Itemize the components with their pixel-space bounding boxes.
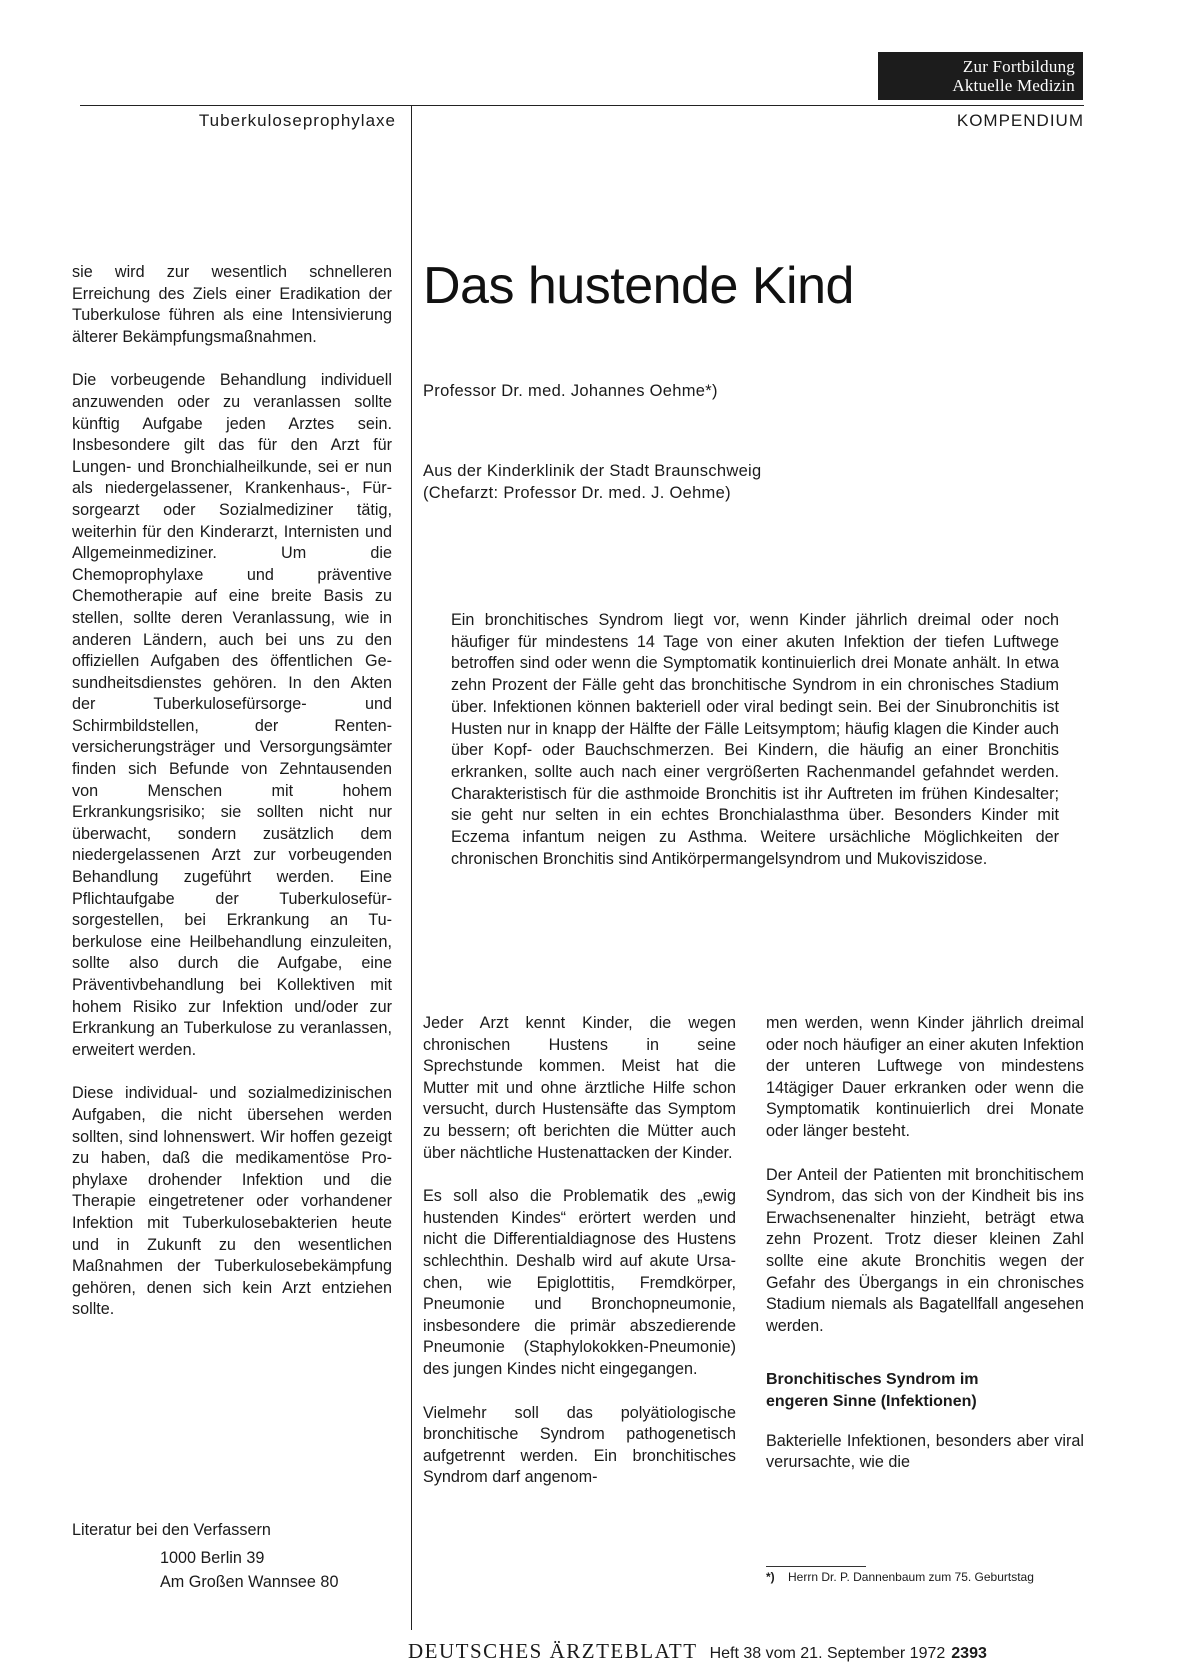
header-rule [80,105,1084,106]
article-abstract: Ein bronchitisches Syndrom liegt vor, wenn Kinder jährlich dreimal oder noch häufiger für mindestens 14 Tage von einer akuten Infektion der tiefen Luftwege betroffen sind oder wenn die Symptomatik kontinuierlich drei Monate anhält. In etwa zehn Prozent der Fälle geht das bronchitische Syndrom in ein chronisches Stadium über. Infektionen können bakteriell oder viral bedingt sein. Bei der Sinubronchitis ist Husten nur in knapp der Hälfte der Fälle Leitsymptom; häufig klagen die Kinder auch über Kopf- oder Bauchschmerzen. Bei Kindern, die häufig an einer Bronchitis erkranken, sollte auch nach einer vergrößerten Rachenmandel gefahndet werden. Charakteristisch für die asthmoide Bronchitis ist ihr Auftreten im frühen Kindesalter; sie geht nur selten in ein echtes Bronchialasthma über. Besonders Kinder mit Eczema infantum neigen zu Asthma. Weitere ursächliche Möglichkeiten der chronischen Bronchitis sind Antikörpermangelsyndrom und Mukoviszidose. [451,611,1059,868]
middle-paragraph: Es soll also die Problematik des „ewig hustenden Kindes“ erörtert werden und nicht die Differentialdiagnose des Hustens schlechthin. Deshalb wird auf akute Ursachen, wie Epiglottitis, Fremdkörper, Pneumonie und Bronchopneumonie, insbesondere die primär abszedierende Pneumonie (Staphylokokken-Pneumonie) des jungen Kindes nicht eingegangen. [423,1187,736,1378]
page-footer [408,1639,1084,1664]
left-paragraph: Die vorbeugende Behandlung individuell anzuwenden oder zu veranlassen sollte künftig Aufgabe jeden Arztes sein. Insbesondere gilt das für den Arzt für Lungen- und Bronchialheilkunde, sei er nun als niedergelassener, Krankenhaus-, Fürsorgearzt oder Sozialmediziner tätig, weiterhin für den Kinderarzt, Internisten und Allgemeinmediziner. Um die Chemoprophylaxe und präventive Chemotherapie auf eine breite Basis zu stellen, sollte deren Veranlassung, wie in anderen Ländern, auch bei uns zu den offiziellen Aufgaben des öffentlichen Gesundheitsdienstes gehören. In den Akten der Tuberkulosefürsorge- und Schirmbildstellen, der Rentenversicherungsträger und Versorgungsämter finden sich Befunde von Zehntausenden von Menschen mit hohem Erkrankungsrisiko; sie sollten nicht nur überwacht, sondern zusätzlich dem niedergelassenen Arzt zur vorbeugenden Behandlung zugeführt werden. Eine Pflichtaufgabe der Tuberkulosefürsorgestellen, bei Erkrankung an Tuberkulose eine Heilbehandlung einzuleiten, sollte also durch die Aufgabe, eine Präventivbehandlung bei Kollektiven mit hohem Risiko zur Infektion und/oder zur Erkrankung an Tuberkulose zu veranlassen, erweitert werden. [72,371,392,1059]
column-divider [411,105,412,1630]
footnote-mark: *) [766,1570,775,1584]
badge-line-2: Aktuelle Medizin [952,76,1075,95]
footnote [766,1570,1084,1584]
section-heading [766,1369,1084,1412]
section-heading-line-1: Bronchitisches Syndrom im [766,1371,979,1389]
right-paragraph: Bakterielle Infektionen, besonders aber viral verursachte, wie die [766,1431,1084,1472]
middle-column [423,1013,736,1511]
affiliation-line-2: (Chefarzt: Professor Dr. med. J. Oehme) [423,484,731,502]
middle-paragraph: Vielmehr soll das polyätiologische bronchitische Syndrom pathogenetisch aufgetrennt werden. Ein bronchitisches Syndrom darf angenom- [423,1403,736,1487]
issue-info: Heft 38 vom 21. September 1972 [709,1645,946,1662]
address-line-2: Am Großen Wannsee 80 [160,1573,339,1591]
section-badge [878,52,1083,100]
middle-paragraph: Jeder Arzt kennt Kinder, die wegen chronischen Hustens in seine Sprechstunde kommen. Meist hat die Mutter mit und ohne ärztliche Hilfe schon versucht, durch Hustensäfte das Symptom zu bessern; oft berichten die Mütter auch über nächtliche Hustenattacken der Kinder. [423,1014,736,1162]
left-paragraph: Diese individual- und sozialmedizinischen Aufgaben, die nicht übersehen werden sollten, sind lohnenswert. Wir hoffen gezeigt zu haben, daß die medikamentöse Prophylaxe drohender Infektion und die Therapie eingetretener oder vorhandener Infektion mit Tuberkulosebakterien heute und in Zukunft zu den wesentlichen Maßnahmen der Tuberkulosebekämpfung gehören, denen sich kein Arzt entziehen sollte. [72,1084,392,1319]
right-paragraph: Der Anteil der Patienten mit bronchitischem Syndrom, das sich von der Kindheit bis ins Erwachsenenalter hinzieht, beträgt etwa zehn Prozent. Trotz dieser kleinen Zahl sollte eine akute Bronchitis wegen der Gefahr des Übergangs in ein chronisches Stadium niemals als Bagatellfall angesehen werden. [766,1165,1084,1335]
left-column [72,262,392,1343]
left-paragraph: sie wird zur wesentlich schnelleren Erreichung des Ziels einer Eradikation der Tuberkulose führen als eine Intensivierung älterer Bekämpfungsmaßnahmen. [72,263,392,346]
article-title: Das hustende Kind [423,257,854,315]
right-column [766,1013,1084,1496]
footnote-rule [766,1566,866,1567]
affiliation-line-1: Aus der Kinderklinik der Stadt Braunschweig [423,462,762,480]
page-number: 2393 [951,1645,987,1662]
article-affiliation [423,460,762,504]
running-head-left: Tuberkuloseprophylaxe [198,111,396,130]
badge-line-1: Zur Fortbildung [962,57,1075,76]
address-line-1: 1000 Berlin 39 [160,1549,265,1567]
section-heading-line-2: engeren Sinne (Infektionen) [766,1392,977,1410]
literature-note: Literatur bei den Verfassern [72,1521,271,1539]
right-paragraph: men werden, wenn Kinder jährlich dreimal oder noch häufiger an einer akuten Infektion der unteren Luftwege von mindestens 14tägiger Dauer erkranken oder wenn die Symptomatik kontinuierlich drei Monate oder länger besteht. [766,1014,1084,1140]
running-head-right: KOMPENDIUM [956,111,1084,130]
article-author: Professor Dr. med. Johannes Oehme*) [423,382,718,400]
author-address [160,1546,338,1594]
footnote-text: Herrn Dr. P. Dannenbaum zum 75. Geburtstag [788,1570,1034,1584]
journal-name: DEUTSCHES ÄRZTEBLATT [408,1639,698,1663]
